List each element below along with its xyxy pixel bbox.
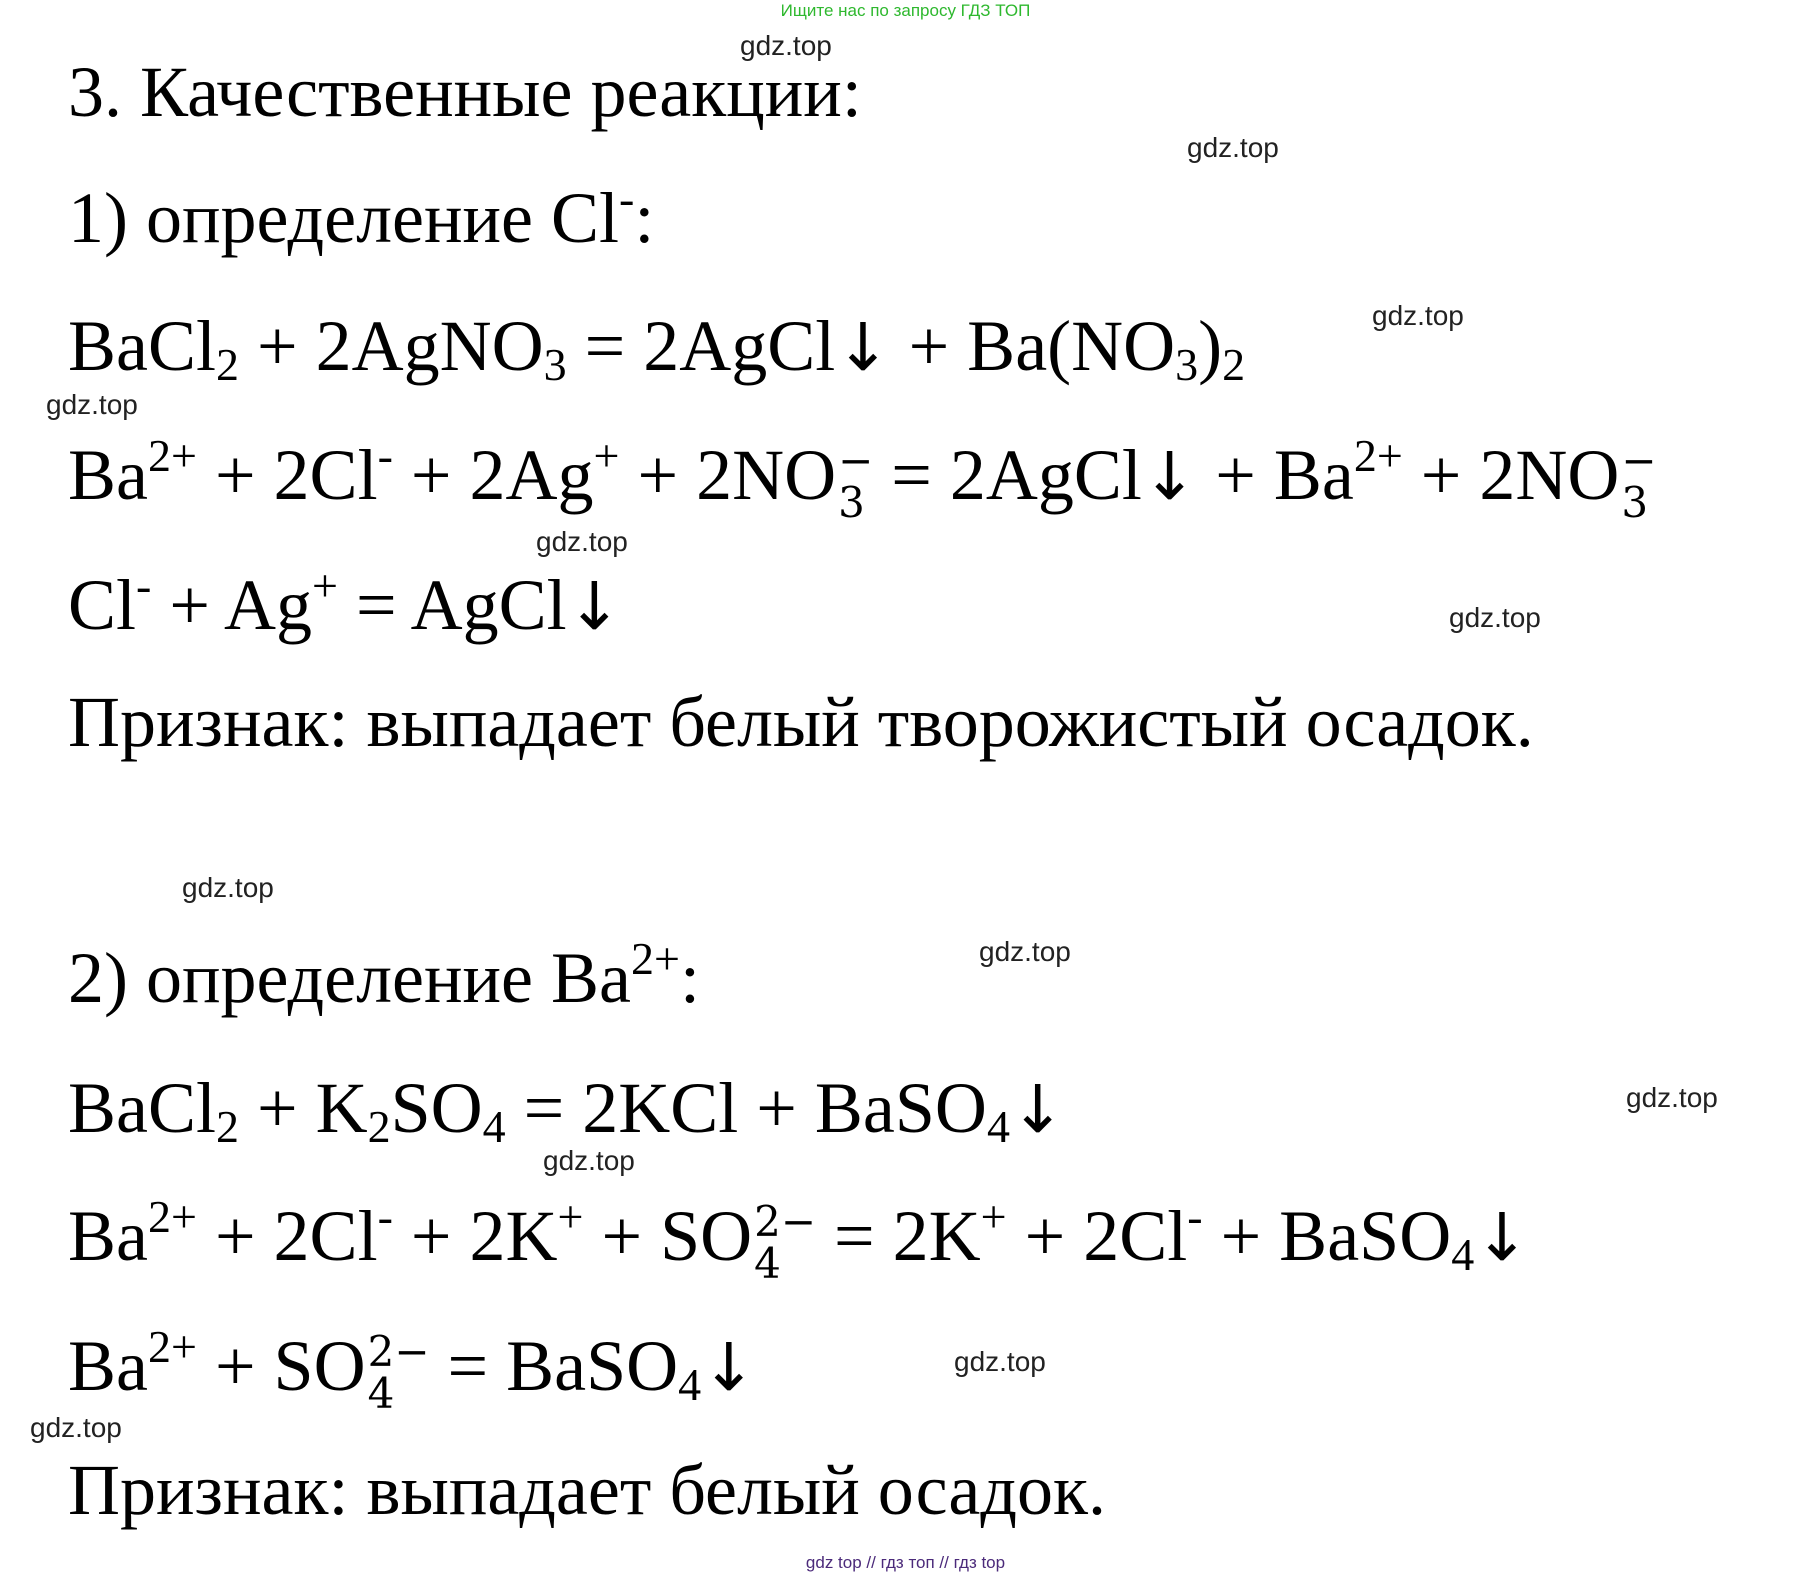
watermark: gdz.top (954, 1346, 1046, 1377)
subscript: 3 (543, 339, 567, 390)
subscript: 2 (1222, 339, 1246, 390)
watermark: gdz.top (1372, 300, 1464, 331)
formula-part: + SO (196, 1326, 366, 1406)
precipitate-arrow-icon: ↓ (835, 309, 891, 386)
section1-sign (68, 680, 1534, 764)
watermark: gdz.top (30, 1412, 122, 1443)
title-colon: : (634, 178, 655, 258)
subscript: 2 (216, 1101, 240, 1152)
section1-full-ionic-equation (68, 430, 1657, 527)
formula-part: + 2Cl (196, 435, 378, 515)
watermark: gdz.top (182, 872, 274, 903)
precipitate-arrow-icon: ↓ (1009, 1071, 1066, 1148)
subscript: 4 (367, 1369, 395, 1418)
charge: + (557, 1191, 584, 1242)
formula-part: = 2KCl + BaSO (505, 1068, 987, 1148)
formula-part: = BaSO (429, 1326, 679, 1406)
formula-part: Ba (68, 1196, 148, 1276)
charge: 2− (367, 1327, 430, 1376)
formula-part: Ba (68, 435, 148, 515)
formula-part: + Ba (1197, 435, 1354, 515)
title-text: 1) определение Cl (68, 178, 620, 258)
sign-text: Признак: выпадает белый творожистый осадок. (68, 682, 1534, 762)
watermark: gdz.top (1626, 1082, 1718, 1113)
section1-short-ionic-equation (68, 560, 622, 649)
section1-title (68, 173, 655, 260)
formula-part: + Ba(NO (890, 306, 1176, 386)
watermark: gdz.top (46, 389, 138, 420)
formula-part: SO (390, 1068, 483, 1148)
section-heading (68, 50, 862, 134)
section2-title (68, 933, 700, 1020)
nitrate-ion (1619, 435, 1657, 527)
charge: 2+ (631, 933, 680, 984)
formula-part: + 2Cl (196, 1196, 378, 1276)
charge: − (1621, 436, 1657, 485)
formula-part: BaCl (68, 306, 217, 386)
subscript: 3 (838, 478, 865, 527)
formula-part: = AgCl (337, 565, 567, 645)
formula-part: ) (1198, 306, 1223, 386)
formula-part: = 2AgCl (873, 435, 1142, 515)
formula-part: + Ag (151, 565, 312, 645)
formula-part: Ba (68, 1326, 148, 1406)
formula-part: Cl (68, 565, 137, 645)
watermark: gdz.top (979, 936, 1071, 967)
charge: − (838, 436, 874, 485)
sign-text: Признак: выпадает белый осадок. (68, 1450, 1106, 1530)
top-banner[interactable]: Ищите нас по запросу ГДЗ ТОП (780, 1, 1031, 20)
charge: + (980, 1191, 1007, 1242)
formula-part: + SO (583, 1196, 753, 1276)
formula-part: + K (239, 1068, 368, 1148)
title-colon: : (679, 938, 700, 1018)
charge: - (377, 430, 393, 481)
precipitate-arrow-icon: ↓ (1141, 438, 1198, 515)
charge: 2− (754, 1197, 817, 1246)
formula-part: BaCl (68, 1068, 217, 1148)
subscript: 4 (986, 1101, 1010, 1152)
charge: - (377, 1191, 393, 1242)
subscript: 3 (1175, 339, 1199, 390)
charge: + (312, 560, 338, 611)
formula-part: + 2NO (1402, 435, 1620, 515)
watermark: gdz.top (543, 1145, 635, 1176)
subscript: 2 (367, 1101, 391, 1152)
subscript: 4 (1451, 1229, 1475, 1280)
bottom-banner[interactable]: gdz top // гдз топ // гдз top (805, 1553, 1006, 1572)
subscript: 4 (678, 1359, 702, 1410)
charge: + (593, 430, 620, 481)
formula-part: + 2NO (619, 435, 837, 515)
watermark: gdz.top (740, 30, 832, 61)
watermark: gdz.top (536, 526, 628, 557)
heading-text: 3. Качественные реакции: (68, 52, 862, 132)
section2-short-ionic-equation (68, 1321, 757, 1418)
sulfate-ion (752, 1196, 817, 1288)
watermark: gdz.top (1449, 602, 1541, 633)
watermark: gdz.top (1187, 132, 1279, 163)
charge: - (136, 560, 152, 611)
charge: 2+ (147, 1321, 197, 1372)
sulfate-ion (366, 1326, 430, 1418)
formula-part: + 2Ag (392, 435, 594, 515)
section2-molecular-equation (68, 1066, 1065, 1152)
precipitate-arrow-icon: ↓ (701, 1329, 757, 1406)
charge: 2+ (147, 430, 197, 481)
formula-part: + 2Cl (1006, 1196, 1188, 1276)
formula-part: + 2K (392, 1196, 558, 1276)
subscript: 4 (754, 1239, 781, 1288)
section2-sign (68, 1448, 1106, 1532)
charge: - (619, 173, 635, 224)
formula-part: + BaSO (1202, 1196, 1452, 1276)
charge: - (1187, 1191, 1203, 1242)
formula-part: + 2AgNO (239, 306, 544, 386)
subscript: 4 (482, 1101, 506, 1152)
charge: 2+ (1353, 430, 1403, 481)
title-text: 2) определение Ba (68, 938, 631, 1018)
precipitate-arrow-icon: ↓ (1474, 1199, 1530, 1276)
nitrate-ion (836, 435, 874, 527)
section1-molecular-equation (68, 304, 1245, 390)
section2-full-ionic-equation (68, 1191, 1530, 1288)
subscript: 3 (1621, 478, 1649, 527)
formula-part: = 2AgCl (566, 306, 836, 386)
precipitate-arrow-icon: ↓ (566, 568, 622, 645)
subscript: 2 (216, 339, 240, 390)
charge: 2+ (147, 1191, 197, 1242)
formula-part: = 2K (816, 1196, 981, 1276)
